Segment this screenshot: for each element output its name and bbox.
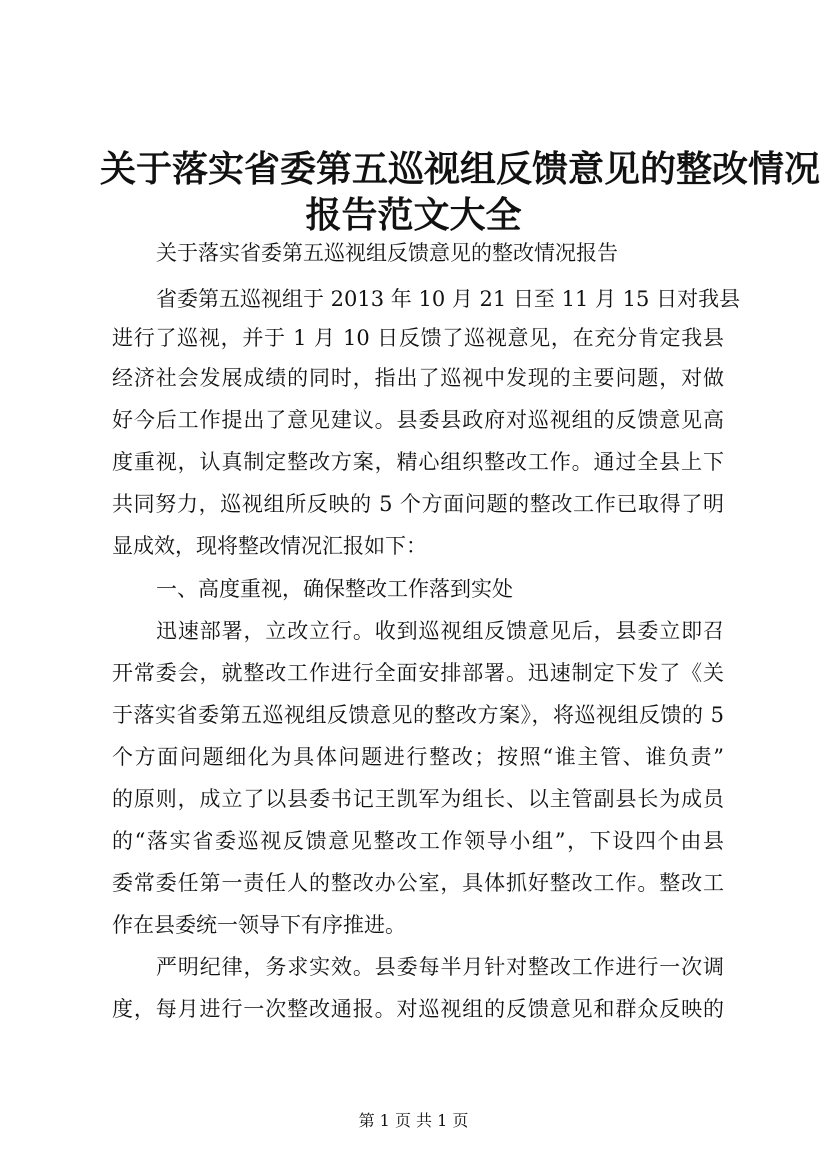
section-heading: 一、高度重视，确保整改工作落到实处 bbox=[156, 577, 513, 601]
body-line: 的“落实省委巡视反馈意见整改工作领导小组”，下设四个由县 bbox=[112, 829, 724, 853]
subtitle-line: 关于落实省委第五巡视组反馈意见的整改情况报告 bbox=[156, 241, 618, 265]
body-line: 度，每月进行一次整改通报。对巡视组的反馈意见和群众反映的 bbox=[112, 997, 724, 1021]
body-line: 作在县委统一领导下有序推进。 bbox=[112, 913, 406, 937]
body-line: 迅速部署，立改立行。收到巡视组反馈意见后，县委立即召 bbox=[156, 619, 724, 643]
document-title-line-1: 关于落实省委第五巡视组反馈意见的整改情况 bbox=[100, 148, 821, 190]
body-line: 度重视，认真制定整改方案，精心组织整改工作。通过全县上下 bbox=[112, 450, 724, 474]
body-line: 经济社会发展成绩的同时，指出了巡视中发现的主要问题，对做 bbox=[112, 366, 724, 390]
body-line: 的原则，成立了以县委书记王凯军为组长、以主管副县长为成员 bbox=[112, 787, 724, 811]
document-title-line-2: 报告范文大全 bbox=[305, 194, 522, 236]
body-line: 省委第五巡视组于 2013 年 10 月 21 日至 11 月 15 日对我县 bbox=[156, 287, 741, 311]
page-footer: 第 1 页 共 1 页 bbox=[358, 1111, 469, 1130]
body-line: 共同努力，巡视组所反映的 5 个方面问题的整改工作已取得了明 bbox=[112, 492, 724, 516]
body-line: 个方面问题细化为具体问题进行整改；按照“谁主管、谁负责” bbox=[112, 745, 724, 769]
body-line: 于落实省委第五巡视组反馈意见的整改方案》，将巡视组反馈的 5 bbox=[112, 703, 724, 727]
body-line: 进行了巡视，并于 1 月 10 日反馈了巡视意见，在充分肯定我县 bbox=[112, 326, 724, 350]
body-line: 显成效，现将整改情况汇报如下： bbox=[112, 534, 427, 558]
body-line: 好今后工作提出了意见建议。县委县政府对巡视组的反馈意见高 bbox=[112, 408, 724, 432]
body-line: 严明纪律，务求实效。县委每半月针对整改工作进行一次调 bbox=[156, 955, 724, 979]
body-line: 委常委任第一责任人的整改办公室，具体抓好整改工作。整改工 bbox=[112, 871, 724, 895]
body-line: 开常委会，就整改工作进行全面安排部署。迅速制定下发了《关 bbox=[112, 661, 724, 685]
